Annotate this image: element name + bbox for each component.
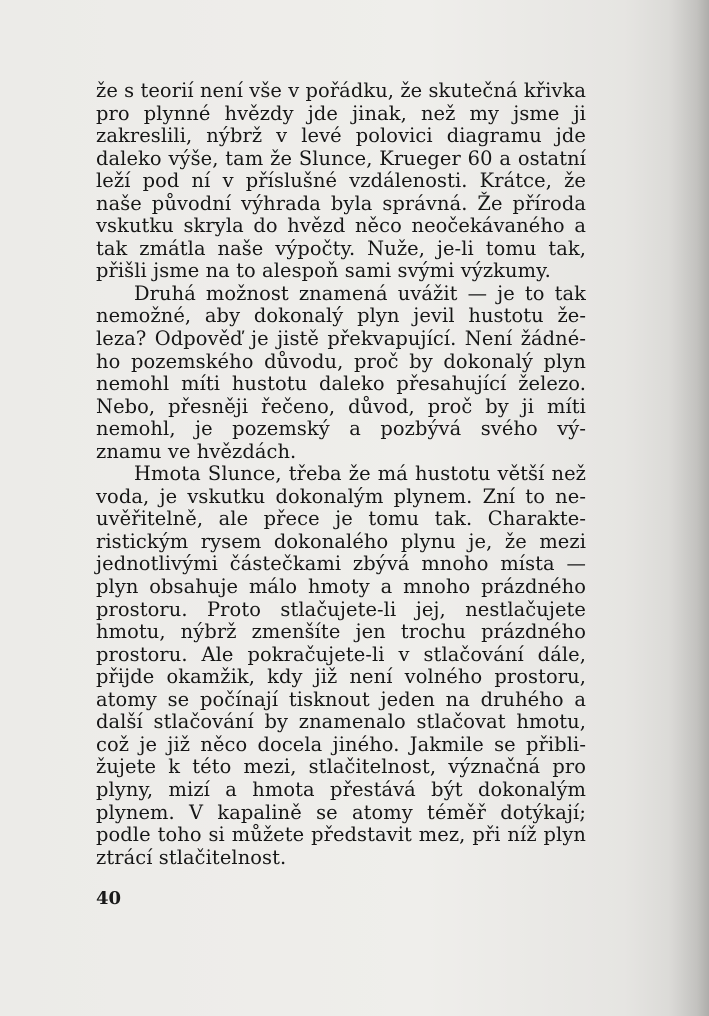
text-line: naše původní výhrada byla správná. Že příroda <box>96 191 586 215</box>
page-number: 40 <box>96 888 122 909</box>
text-line: prostoru. Proto stlačujete-li jej, nestlačujete <box>96 597 586 621</box>
text-line: podle toho si můžete představit mez, při níž plyn <box>96 823 586 847</box>
text-line: ztrácí stlačitelnost. <box>96 845 287 869</box>
paragraph-start-line: Hmota Slunce, třeba že má hustotu větší než <box>134 462 586 486</box>
text-line: další stlačování by znamenalo stlačovat hmotu, <box>96 710 586 734</box>
text-line: hmotu, nýbrž zmenšíte jen trochu prázdného <box>96 620 586 644</box>
text-line: plyny, mizí a hmota přestává být dokonalým <box>96 777 586 801</box>
text-line: daleko výše, tam že Slunce, Krueger 60 a ostatní <box>96 146 586 170</box>
text-line: vskutku skryla do hvězd něco neočekávaného a <box>96 214 586 238</box>
body-text <box>96 80 586 869</box>
text-line: že s teorií není vše v pořádku, že skutečná křivka <box>96 79 586 102</box>
text-line: Nebo, přesněji řečeno, důvod, proč by ji míti <box>96 394 586 418</box>
text-line: znamu ve hvězdách. <box>96 439 297 463</box>
text-line: ho pozemského důvodu, proč by dokonalý plyn <box>96 349 586 373</box>
text-line: voda, je vskutku dokonalým plynem. Zní to ne- <box>96 484 586 508</box>
text-line: přijde okamžik, kdy již není volného prostoru, <box>96 665 586 689</box>
text-line: leza? Odpověď je jistě překvapující. Není žádné- <box>96 327 586 351</box>
text-line: ristickým rysem dokonalého plynu je, že mezi <box>96 529 586 553</box>
text-line: prostoru. Ale pokračujete-li v stlačování dále, <box>96 642 586 666</box>
text-line: nemohl míti hustotu daleko přesahující železo. <box>96 372 586 396</box>
text-line: leží pod ní v příslušné vzdálenosti. Krátce, že <box>96 169 586 193</box>
text-line: jednotlivými částečkami zbývá mnoho místa — <box>96 552 586 576</box>
text-line: uvěřitelně, ale přece je tomu tak. Charakte- <box>96 507 586 531</box>
text-line: přišli jsme na to alespoň sami svými výzkumy. <box>96 259 551 283</box>
text-line: zakreslili, nýbrž v levé polovici diagramu jde <box>96 124 586 148</box>
text-line: žujete k této mezi, stlačitelnost, význačná pro <box>96 755 586 779</box>
text-line: tak zmátla naše výpočty. Nuže, je-li tomu tak, <box>96 236 586 260</box>
text-line: nemohl, je pozemský a pozbývá svého vý- <box>96 417 586 441</box>
text-line: atomy se počínají tisknout jeden na druhého a <box>96 687 586 711</box>
text-line: plyn obsahuje málo hmoty a mnoho prázdného <box>96 575 586 599</box>
text-line: což je již něco docela jiného. Jakmile se přibli- <box>96 732 586 756</box>
paragraph-start-line: Druhá možnost znamená uvážit — je to tak <box>134 281 586 305</box>
text-line: plynem. V kapalině se atomy téměř dotýkají; <box>96 800 586 824</box>
text-line: nemožné, aby dokonalý plyn jevil hustotu že- <box>96 304 586 328</box>
text-line: pro plynné hvězdy jde jinak, než my jsme ji <box>96 101 586 125</box>
